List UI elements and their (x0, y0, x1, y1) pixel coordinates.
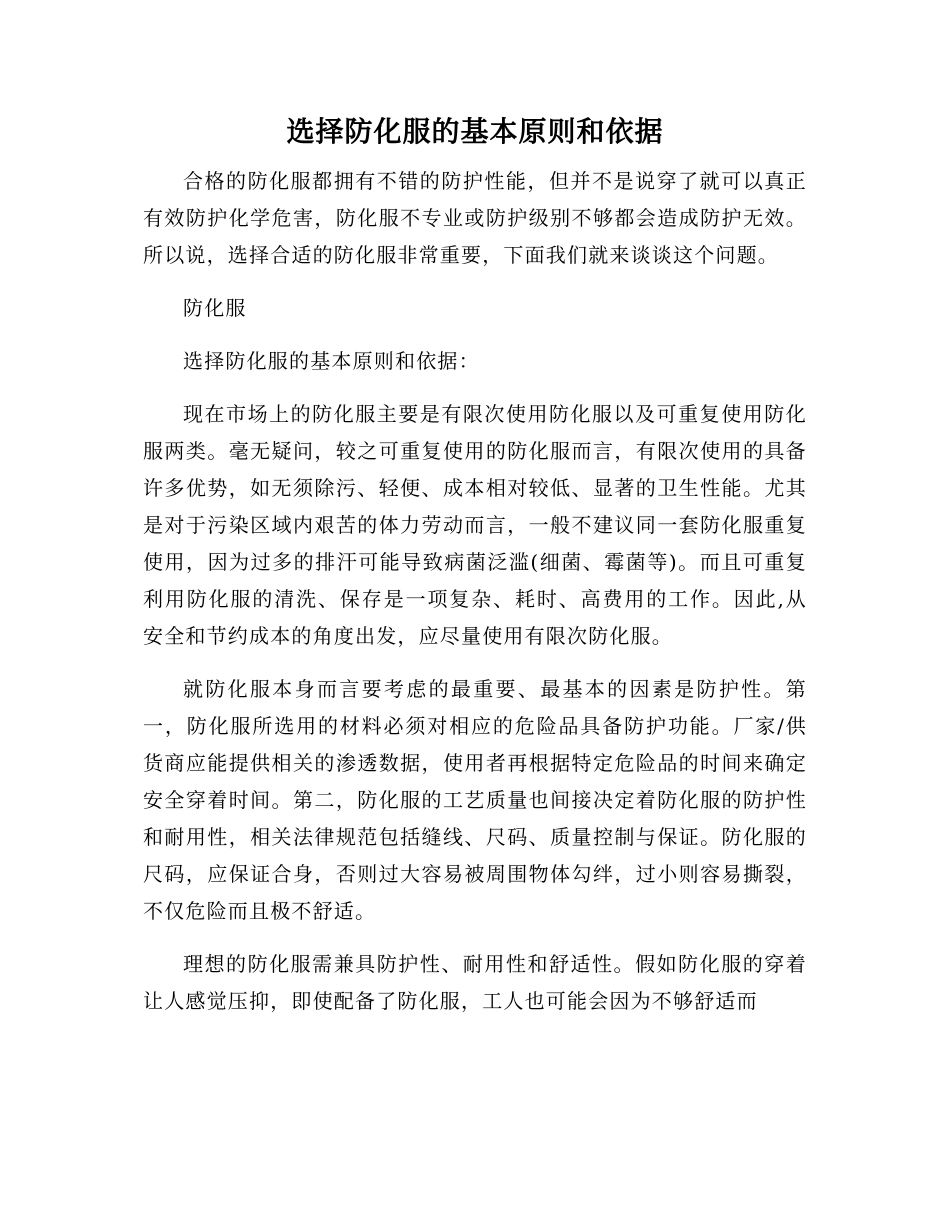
paragraph-heading-protective-suit: 防化服 (183, 296, 247, 320)
paragraph-intro: 合格的防化服都拥有不错的防护性能，但并不是说穿了就可以真正有效防护化学危害，防化服不专业或防护级别不够都会造成防护无效。所以说，选择合适的防化服非常重要，下面我们就来谈谈这个问题。 (143, 169, 807, 267)
document-body (143, 163, 807, 1036)
paragraph-protection-factors: 就防化服本身而言要考虑的最重要、最基本的因素是防护性。第一，防化服所选用的材料必须对相应的危险品具备防护功能。厂家/供货商应能提供相关的渗透数据，使用者再根据特定危险品的时间来确定安全穿着时间。第二，防化服的工艺质量也间接决定着防化服的防护性和耐用性，相关法律规范包括缝线、尺码、质量控制与保证。防化服的尺码，应保证合身，否则过大容易被周围物体勾绊，过小则容易撕裂，不仅危险而且极不舒适。 (143, 677, 807, 923)
paragraph-market-types: 现在市场上的防化服主要是有限次使用防化服以及可重复使用防化服两类。毫无疑问，较之可重复使用的防化服而言，有限次使用的具备许多优势，如无须除污、轻便、成本相对较低、显著的卫生性能。尤其是对于污染区域内艰苦的体力劳动而言，一般不建议同一套防化服重复使用，因为过多的排汗可能导致病菌泛滥(细菌、霉菌等)。而且可重复利用防化服的清洗、保存是一项复杂、耗时、高费用的工作。因此,从安全和节约成本的角度出发，应尽量使用有限次防化服。 (143, 402, 807, 648)
paragraph-ideal-suit: 理想的防化服需兼具防护性、耐用性和舒适性。假如防化服的穿着让人感觉压抑，即使配备了防化服，工人也可能会因为不够舒适而 (143, 952, 807, 1013)
paragraph-heading-principles: 选择防化服的基本原则和依据： (183, 349, 480, 373)
document-title: 选择防化服的基本原则和依据 (286, 115, 664, 148)
